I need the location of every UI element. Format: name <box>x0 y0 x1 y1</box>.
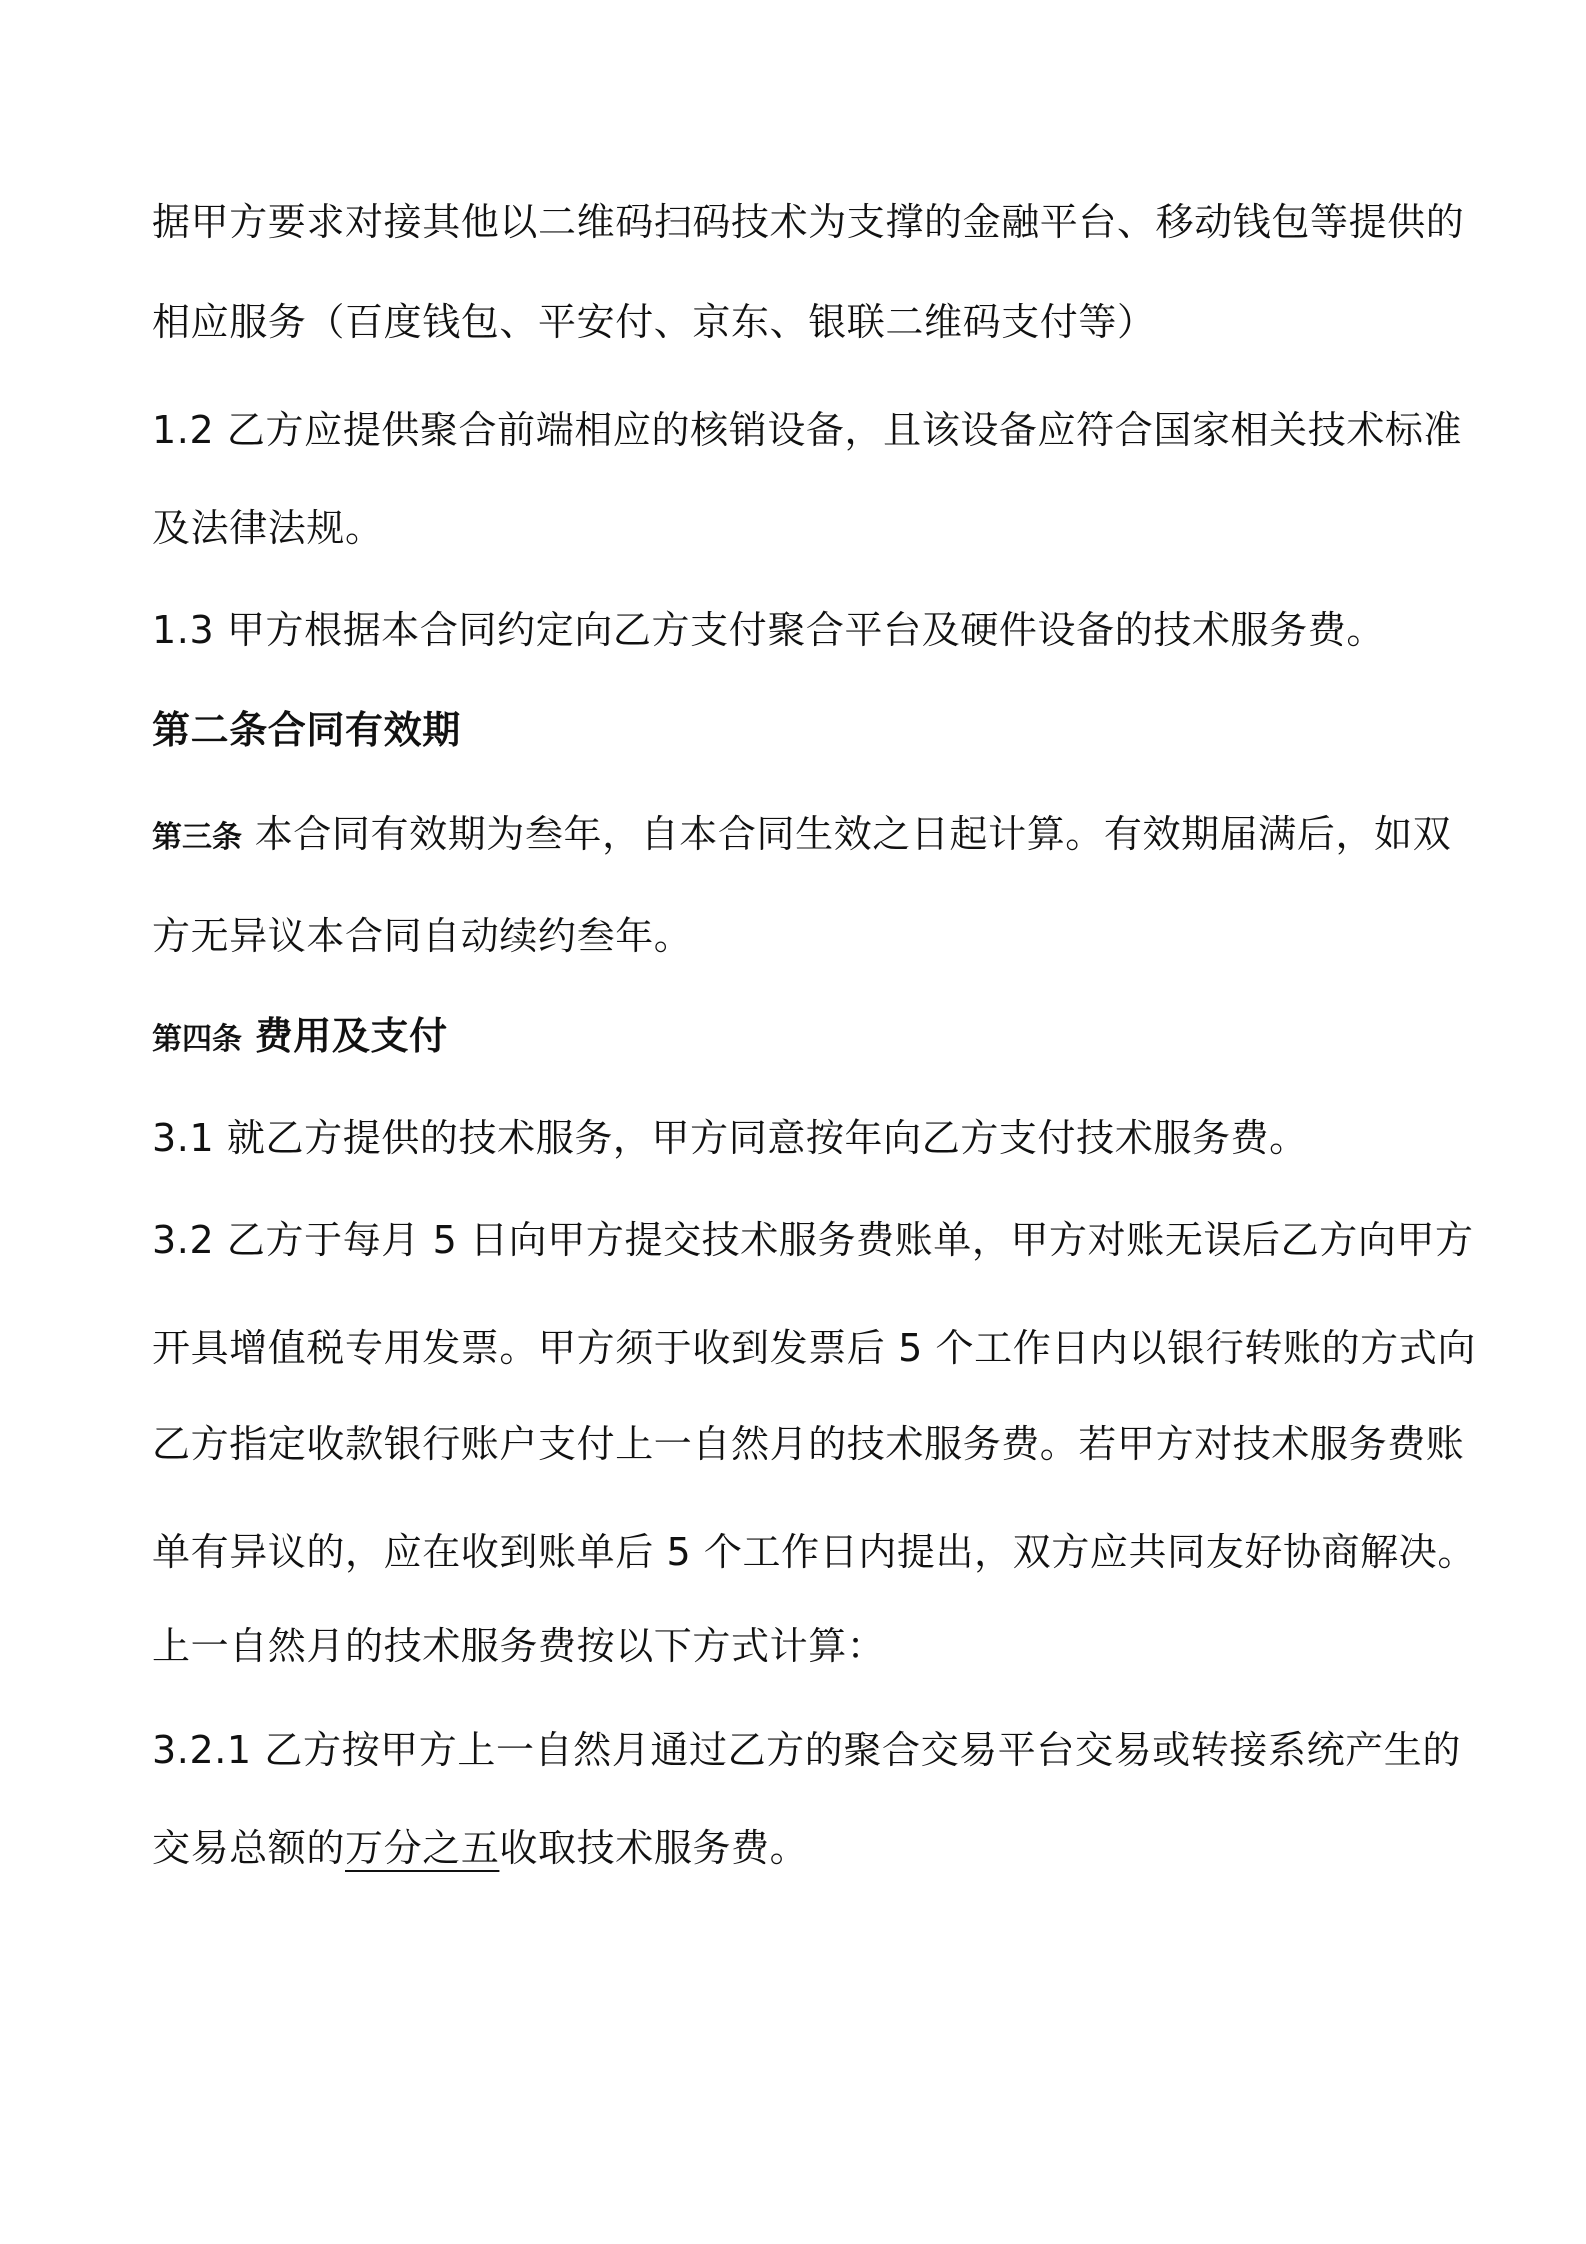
article-3 <box>152 808 1451 864</box>
text-line: 上一自然月的技术服务费按以下方式计算： <box>152 1624 886 1668</box>
clause-3-2-1 <box>152 1724 1461 1776</box>
text-line: 3.2.1 乙方按甲方上一自然月通过乙方的聚合交易平台交易或转接系统产生的 <box>152 1728 1461 1772</box>
clause-3-2 <box>152 1214 1474 1266</box>
clause-1-3 <box>152 604 1385 656</box>
text-line: 收取技术服务费。 <box>499 1826 809 1870</box>
clause-1-2-continued <box>152 502 384 554</box>
clause-3-1 <box>152 1112 1308 1164</box>
clause-1-2 <box>152 404 1462 456</box>
clause-1-1-continued <box>152 196 1464 248</box>
clause-3-2-line-3 <box>152 1418 1464 1470</box>
text-line: 方无异议本合同自动续约叁年。 <box>152 914 693 958</box>
text-line: 交易总额的 <box>152 1826 346 1870</box>
text-line: 开具增值税专用发票。甲方须于收到发票后 5 个工作日内以银行转账的方式向 <box>152 1326 1476 1370</box>
underlined-rate: 万分之五 <box>345 1826 500 1870</box>
text-line: 乙方指定收款银行账户支付上一自然月的技术服务费。若甲方对技术服务费账 <box>152 1422 1465 1466</box>
article-4-label: 第四条 <box>152 1022 242 1057</box>
text-line: 1.2 乙方应提供聚合前端相应的核销设备，且该设备应符合国家相关技术标准 <box>152 408 1463 452</box>
article-2-heading <box>152 704 461 756</box>
article-3-label: 第三条 <box>152 820 242 855</box>
clause-3-2-1-continued <box>152 1822 808 1874</box>
text-line: 3.2 乙方于每月 5 日向甲方提交技术服务费账单，甲方对账无误后乙方向甲方 <box>152 1218 1474 1262</box>
clause-3-2-line-4 <box>152 1526 1476 1578</box>
heading-text: 第二条合同有效期 <box>152 708 461 752</box>
article-4 <box>152 1010 448 1066</box>
text-line: 单有异议的，应在收到账单后 5 个工作日内提出，双方应共同友好协商解决。 <box>152 1530 1476 1574</box>
clause-1-1-services <box>152 296 1156 348</box>
article-4-title: 费用及支付 <box>254 1014 448 1058</box>
text-line: 3.1 就乙方提供的技术服务，甲方同意按年向乙方支付技术服务费。 <box>152 1116 1308 1160</box>
text-line: 相应服务（百度钱包、平安付、京东、银联二维码支付等） <box>152 300 1156 344</box>
text-line: 据甲方要求对接其他以二维码扫码技术为支撑的金融平台、移动钱包等提供的 <box>152 200 1465 244</box>
text-line: 及法律法规。 <box>152 506 384 550</box>
clause-3-2-line-2 <box>152 1322 1476 1374</box>
text-line: 1.3 甲方根据本合同约定向乙方支付聚合平台及硬件设备的技术服务费。 <box>152 608 1385 652</box>
text-line: 本合同有效期为叁年，自本合同生效之日起计算。有效期届满后，如双 <box>254 812 1452 856</box>
article-3-continued <box>152 910 692 962</box>
clause-3-2-line-5 <box>152 1620 885 1672</box>
